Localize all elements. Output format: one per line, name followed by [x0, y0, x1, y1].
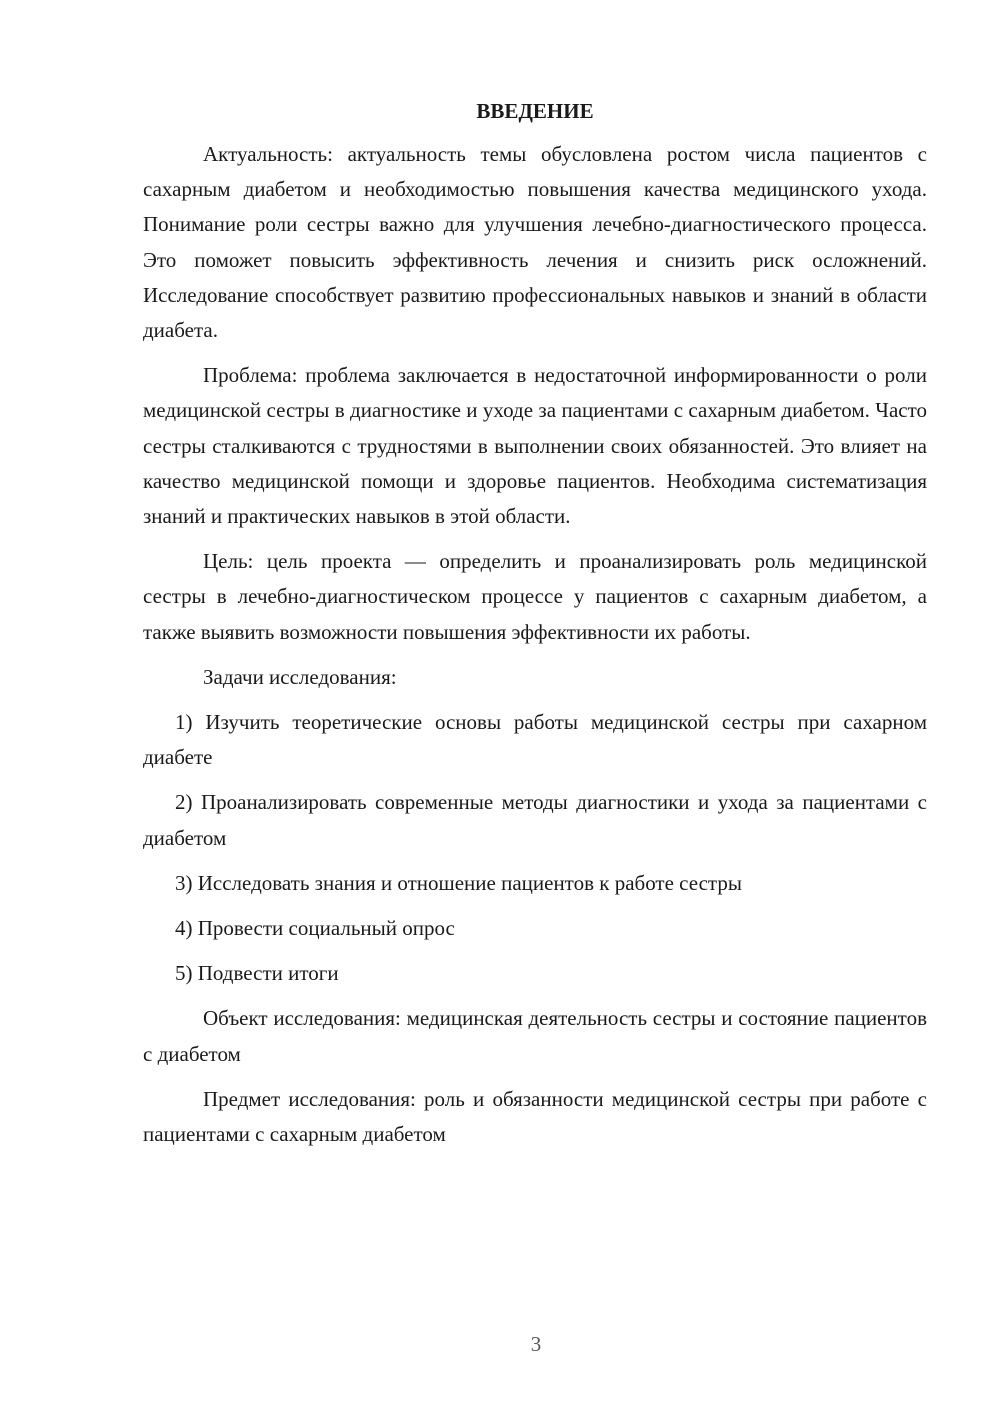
- task-item: 2) Проанализировать современные методы диагностики и ухода за пациентами с диабетом: [143, 790, 927, 850]
- tasks-heading: Задачи исследования:: [203, 664, 397, 689]
- object-paragraph: Объект исследования: медицинская деятельность сестры и состояние пациентов с диабетом: [143, 1006, 927, 1066]
- task-item: 3) Исследовать знания и отношение пациентов к работе сестры: [175, 870, 742, 895]
- problem-paragraph: Проблема: проблема заключается в недостаточной информированности о роли медицинской сестры в диагностике и уходе за пациентами с сахарным диабетом. Часто сестры сталкиваются с трудностями в выполнении своих обязанностей. Это влияет на качество медицинской помощи и здоровье пациентов. Необходима систематизация знаний и практических навыков в этой области.: [143, 363, 927, 529]
- page-title: ВВЕДЕНИЕ: [476, 99, 594, 123]
- task-item: 1) Изучить теоретические основы работы медицинской сестры при сахарном диабете: [143, 710, 927, 770]
- subject-paragraph: Предмет исследования: роль и обязанности медицинской сестры при работе с пациентами с сахарным диабетом: [143, 1086, 927, 1147]
- task-item: 4) Провести социальный опрос: [175, 916, 455, 941]
- page-number: 3: [530, 1332, 542, 1356]
- page-content: [143, 94, 927, 1162]
- tasks-list: [143, 705, 927, 991]
- goal-paragraph: Цель: цель проекта — определить и проанализировать роль медицинской сестры в лечебно-диагностическом процессе у пациентов с сахарным диабетом, а также выявить возможности повышения эффективности их работы.: [143, 549, 927, 644]
- task-item: 5) Подвести итоги: [175, 961, 339, 986]
- relevance-paragraph: Актуальность: актуальность темы обусловлена ростом числа пациентов с сахарным диабетом и необходимостью повышения качества медицинского ухода. Понимание роли сестры важно для улучшения лечебно-диагностического процесса. Это поможет повысить эффективность лечения и снизить риск осложнений. Исследование способствует развитию профессиональных навыков и знаний в области диабета.: [143, 142, 927, 343]
